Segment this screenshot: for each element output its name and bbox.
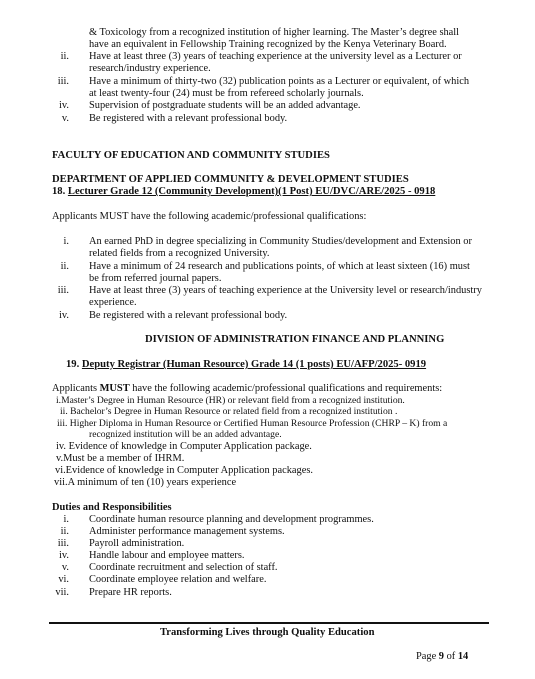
duty-item: Coordinate employee relation and welfare. xyxy=(89,574,267,585)
list-item-line: Have at least three (3) years of teaching experience at the University level or research/industry xyxy=(89,285,482,296)
page-current: 9 xyxy=(438,651,444,662)
duty-item: Coordinate human resource planning and development programmes. xyxy=(89,514,374,525)
page-of: of xyxy=(444,651,458,662)
department-heading: DEPARTMENT OF APPLIED COMMUNITY & DEVELOPMENT STUDIES xyxy=(52,174,409,185)
list-number: v. xyxy=(61,113,69,124)
list-item-line: Be registered with a relevant professional body. xyxy=(89,113,288,124)
list-item-line: Be registered with a relevant professional body. xyxy=(89,310,288,321)
continuation-line-1: & Toxicology from a recognized institution of higher learning. The Master’s degree shall xyxy=(89,27,460,38)
job-18-number: 18. xyxy=(52,186,66,197)
list-item-line: An earned PhD in degree specializing in Community Studies/development and Extension or xyxy=(89,236,472,247)
list-number: i. xyxy=(63,514,69,525)
list-number: i. xyxy=(63,236,69,247)
qualification-line: i.Master’s Degree in Human Resource (HR) or relevant field from a recognized institution. xyxy=(56,395,405,406)
list-item-line: experience. xyxy=(89,297,137,308)
intro-must: MUST xyxy=(99,383,130,394)
duty-item: Coordinate recruitment and selection of staff. xyxy=(89,562,278,573)
list-item-line: at least twenty-four (24) must be from refereed scholarly journals. xyxy=(89,88,364,99)
list-number: ii. xyxy=(60,526,69,537)
list-number: iii. xyxy=(57,76,69,87)
list-number: ii. xyxy=(60,261,69,272)
intro-text: Applicants xyxy=(52,383,100,394)
list-item-line: Have at least three (3) years of teaching experience at the university level as a Lecturer or xyxy=(89,51,462,62)
duties-heading: Duties and Responsibilities xyxy=(52,502,172,513)
qualification-line: iii. Higher Diploma in Human Resource or Certified Human Resource Profession (CHRP – K) from a xyxy=(57,418,448,429)
page-prefix: Page xyxy=(416,651,439,662)
faculty-heading: FACULTY OF EDUCATION AND COMMUNITY STUDIES xyxy=(52,150,330,161)
list-item-line: related fields from a recognized University. xyxy=(89,248,270,259)
list-number: iii. xyxy=(57,285,69,296)
list-item-line: Supervision of postgraduate students will be an added advantage. xyxy=(89,100,361,111)
footer-divider xyxy=(49,622,489,624)
list-number: vi. xyxy=(58,574,69,585)
duty-item: Handle labour and employee matters. xyxy=(89,550,245,561)
qualification-line: vi.Evidence of knowledge in Computer Application packages. xyxy=(55,465,313,476)
duty-item: Prepare HR reports. xyxy=(89,587,172,598)
job-18-title-row xyxy=(52,186,435,197)
list-number: iv. xyxy=(58,310,69,321)
page-total: 14 xyxy=(457,651,469,662)
qualification-line: ii. Bachelor’s Degree in Human Resource or related field from a recognized institution . xyxy=(60,406,398,417)
list-number: v. xyxy=(61,562,69,573)
qualification-line: v.Must be a member of IHRM. xyxy=(56,453,185,464)
continuation-line-2: have an equivalent in Fellowship Training recognized by the Kenya Veterinary Board. xyxy=(89,39,447,50)
list-item-line: be from referred journal papers. xyxy=(89,273,222,284)
page-number xyxy=(416,651,468,663)
job-19-intro xyxy=(52,383,442,395)
footer-motto: Transforming Lives through Quality Education xyxy=(160,627,375,638)
list-number: iv. xyxy=(58,550,69,561)
qualification-line: vii.A minimum of ten (10) years experience xyxy=(54,477,237,488)
intro-text: have the following academic/professional qualifications and requirements: xyxy=(129,383,443,394)
list-item-line: research/industry experience. xyxy=(89,63,211,74)
list-item-line: Have a minimum of 24 research and publications points, of which at least sixteen (16) must xyxy=(89,261,470,272)
duty-item: Administer performance management systems. xyxy=(89,526,285,537)
qualification-line: recognized institution will be an added advantage. xyxy=(89,429,282,440)
job-18-title: Lecturer Grade 12 (Community Development)(1 Post) EU/DVC/ARE/2025 - 0918 xyxy=(67,186,436,197)
job-19-number: 19. xyxy=(66,359,80,370)
list-number: iv. xyxy=(58,100,69,111)
job-18-intro: Applicants MUST have the following academic/professional qualifications: xyxy=(52,211,367,222)
list-item-line: Have a minimum of thirty-two (32) publication points as a Lecturer or equivalent, of which xyxy=(89,76,470,87)
duty-item: Payroll administration. xyxy=(89,538,185,549)
qualification-line: iv. Evidence of knowledge in Computer Application package. xyxy=(56,441,312,452)
job-19-title: Deputy Registrar (Human Resource) Grade 14 (1 posts) EU/AFP/2025- 0919 xyxy=(81,359,427,370)
list-number: ii. xyxy=(60,51,69,62)
list-number: iii. xyxy=(57,538,69,549)
list-number: vii. xyxy=(55,587,69,598)
division-heading: DIVISION OF ADMINISTRATION FINANCE AND PLANNING xyxy=(145,334,445,345)
job-19-title-row xyxy=(66,359,426,370)
